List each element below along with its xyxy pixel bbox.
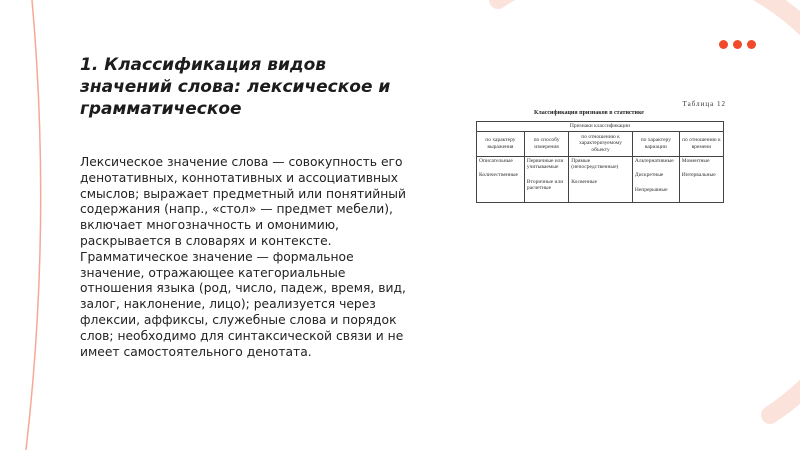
dot-icon	[719, 40, 728, 49]
decorative-edge-line	[26, 0, 41, 450]
cell-item: Первичные или учитываемые	[526, 157, 564, 170]
table-cell	[524, 156, 568, 203]
cell-item: Альтернативные	[634, 157, 674, 164]
cell-item: Прямые (непосредственные)	[571, 157, 619, 170]
table-cell	[632, 156, 679, 203]
table-number: Таблица 12	[682, 100, 726, 108]
cell-item: Дискретные	[634, 172, 664, 178]
table-image	[476, 100, 726, 218]
table-cell	[477, 156, 525, 203]
column-header: по отношению к характеризуемому объекту	[569, 131, 633, 156]
column-header: по отношению к времени	[679, 131, 723, 156]
cell-item: Интервальные	[681, 172, 716, 178]
dot-icon	[733, 40, 742, 49]
classification-table	[476, 121, 724, 203]
cell-item: Вторичные или расчетные	[526, 178, 564, 191]
slide-title: 1. Классификация видов значений слова: лексическое и грамматическое	[80, 55, 391, 119]
column-header: по характеру выражения	[477, 131, 525, 156]
menu-dots	[719, 40, 756, 49]
cell-item: Моментные	[681, 157, 710, 164]
cell-item: Описательные	[479, 157, 513, 164]
table-cell	[569, 156, 633, 203]
table-caption: Классификация признаков в статистике	[534, 110, 644, 116]
column-header: по способу измерения	[524, 131, 568, 156]
cell-item: Косвенные	[571, 178, 598, 185]
table-cell	[679, 156, 723, 203]
table-header: Признаки классификации	[477, 122, 724, 132]
cell-item: Количественные	[479, 172, 518, 178]
slide-body-text: Лексическое значение слова — совокупность его денотативных, коннотативных и ассоциативных смыслов; выражает предметный или понятийный содержания (напр., «стол» — предмет мебели), включает многозначность и омонимию, раскрывается в словарях и контексте. Грамматическое значение — формальное значение, отражающее категориальные отношения языка (род, число, падеж, время, вид, залог, наклонение, лицо); реализуется через флексии, аффиксы, служебные слова и порядок слов; необходимо для синтаксической связи и не имеет самостоятельного денотата.	[80, 155, 406, 359]
column-header: по характеру вариации	[632, 131, 679, 156]
dot-icon	[747, 40, 756, 49]
cell-item: Непрерывные	[634, 186, 668, 193]
